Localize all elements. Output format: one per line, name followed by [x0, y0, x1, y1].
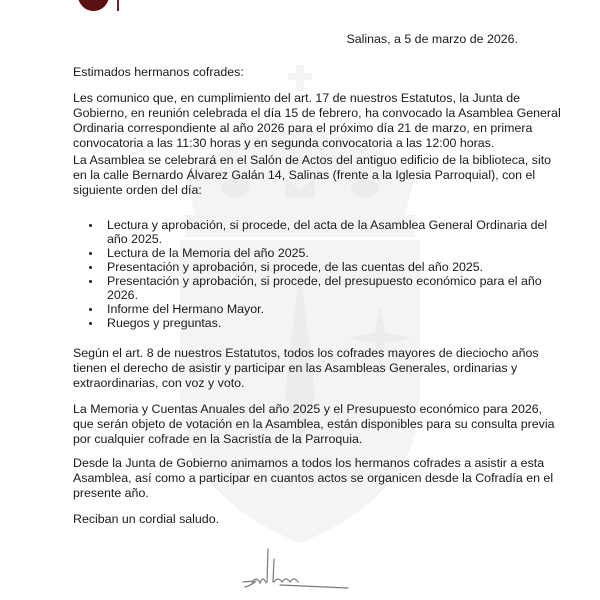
text-line: La Asamblea se celebrará en el Salón de Actos del antiguo edificio de la biblioteca, sito: [73, 153, 552, 167]
bullet-icon: [89, 322, 92, 325]
text-line: que serán objeto de votación en la Asamblea, están disponibles para su consulta previa: [73, 417, 555, 431]
agenda-item: Ruegos y preguntas.: [107, 316, 222, 330]
bullet-icon: [89, 252, 92, 255]
text-line: siguiente orden del día:: [73, 183, 202, 197]
text-line: Les comunico que, en cumplimiento del art. 17 de nuestros Estatutos, la Junta de: [73, 91, 521, 105]
agenda-item: Lectura y aprobación, si procede, del acta de la Asamblea General Ordinaria del: [107, 218, 548, 232]
salutation: Estimados hermanos cofrades:: [73, 65, 244, 79]
text-line: Ordinaria correspondiente al año 2026 para el próximo día 21 de marzo, en primera: [73, 121, 533, 135]
letter-date: Salinas, a 5 de marzo de 2026.: [346, 32, 518, 46]
text-line: La Memoria y Cuentas Anuales del año 2025 y el Presupuesto económico para 2026,: [73, 402, 543, 416]
header-divider: [117, 0, 119, 11]
text-line: Según el art. 8 de nuestros Estatutos, todos los cofrades mayores de dieciocho años: [73, 346, 539, 360]
bullet-icon: [89, 224, 92, 227]
agenda-item: Lectura de la Memoria del año 2025.: [107, 246, 309, 260]
bullet-icon: [89, 266, 92, 269]
paragraph-location: [73, 153, 552, 198]
text-line: tienen el derecho de asistir y participar en las Asambleas Generales, ordinarias y: [73, 361, 518, 375]
paragraph-convocation: [73, 91, 561, 151]
text-line: en la calle Bernardo Álvarez Galán 14, Salinas (frente a la Iglesia Parroquial), con el: [73, 168, 536, 182]
handwritten-signature-icon: [240, 545, 350, 595]
text-line: Gobierno, en reunión celebrada el día 15 de febrero, ha convocado la Asamblea General: [73, 106, 561, 120]
paragraph-invitation: [73, 456, 554, 501]
agenda-item: año 2025.: [107, 232, 163, 246]
agenda-item: Presentación y aprobación, si procede, de las cuentas del año 2025.: [107, 260, 484, 274]
brotherhood-seal-icon: [78, 0, 109, 11]
text-line: presente año.: [73, 486, 149, 500]
paragraph-documents: [73, 402, 555, 447]
text-line: convocatoria a las 11:30 horas y en segunda convocatoria a las 12:00 horas.: [73, 136, 495, 150]
text-line: Asamblea, así como a participar en cuantos actos se organicen desde la Cofradía en el: [73, 471, 554, 485]
bullet-icon: [89, 280, 92, 283]
text-line: Desde la Junta de Gobierno animamos a todos los hermanos cofrades a asistir a esta: [73, 456, 545, 470]
agenda-item: Informe del Hermano Mayor.: [107, 302, 265, 316]
agenda-list: [89, 218, 549, 338]
agenda-item: Presentación y aprobación, si procede, del presupuesto económico para el año: [107, 274, 542, 288]
closing: Reciban un cordial saludo.: [73, 512, 220, 526]
agenda-item: 2026.: [107, 288, 139, 302]
paragraph-rights: [73, 346, 543, 391]
bullet-icon: [89, 308, 92, 311]
text-line: extraordinarias, con voz y voto.: [73, 376, 245, 390]
text-line: por cualquier cofrade en la Sacristía de la Parroquia.: [73, 432, 363, 446]
